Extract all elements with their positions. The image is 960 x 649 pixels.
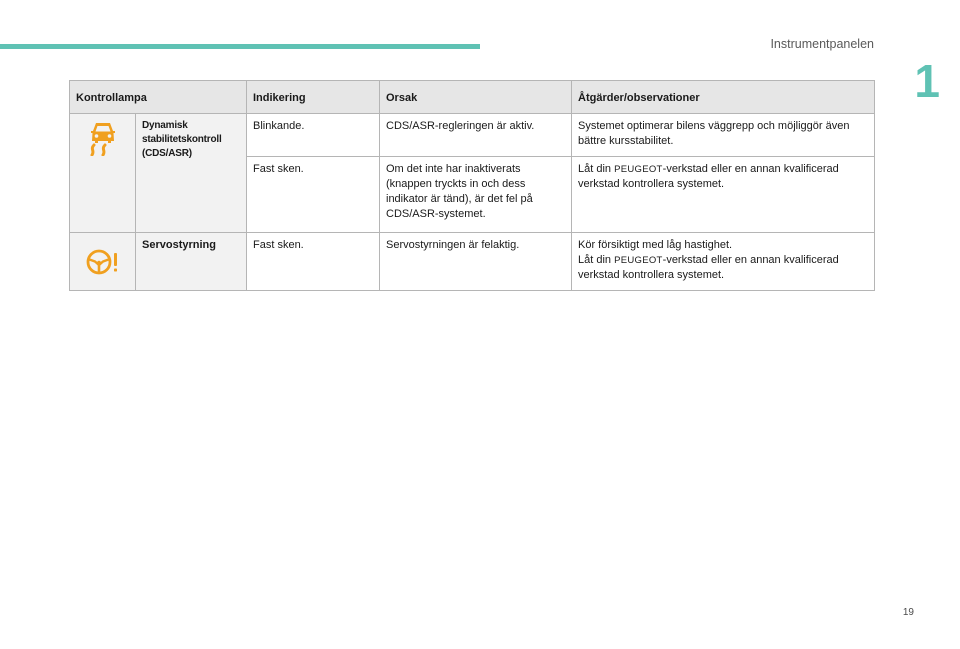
power-steering-warning-icon — [70, 248, 135, 276]
section-title: Instrumentpanelen — [770, 37, 874, 51]
warning-lamp-table — [69, 80, 875, 291]
indication-cell: Blinkande. — [247, 114, 380, 157]
header-indikering: Indikering — [247, 81, 380, 114]
stability-control-icon — [70, 120, 135, 156]
action-cell — [572, 157, 875, 233]
action-text-suffix: -verkstad eller en annan kvalificerad verkstad kontrollera systemet. — [578, 163, 839, 190]
action-text-prefix: Låt din — [578, 254, 615, 266]
page-number: 19 — [902, 607, 914, 618]
indication-cell: Fast sken. — [247, 157, 380, 233]
brand-name: PEUGEOT — [614, 164, 663, 175]
lamp-name: Servostyrning — [136, 233, 247, 291]
header-orsak: Orsak — [380, 81, 572, 114]
cause-cell: Servostyrningen är felaktig. — [380, 233, 572, 291]
action-cell — [572, 233, 875, 291]
header-atgarder: Åtgärder/observationer — [572, 81, 875, 114]
lamp-name: Dynamisk stabilitetskontroll (CDS/ASR) — [142, 120, 222, 159]
cause-cell: CDS/ASR-regleringen är aktiv. — [380, 114, 572, 157]
icon-cell — [70, 114, 136, 233]
chapter-number: 1 — [914, 55, 940, 107]
cause-cell: Om det inte har inaktiverats (knappen tryckts in och dess indikator är tänd), är det fel på CDS/ASR-systemet. — [380, 157, 572, 233]
indication-cell: Fast sken. — [247, 233, 380, 291]
lamp-name-cell — [136, 114, 247, 233]
icon-cell — [70, 233, 136, 291]
action-text-suffix: -verkstad eller en annan kvalificerad verkstad kontrollera systemet. — [578, 254, 839, 281]
action-cell: Systemet optimerar bilens väggrepp och möjliggör även bättre kursstabilitet. — [572, 114, 875, 157]
table-row — [70, 114, 875, 157]
brand-name: PEUGEOT — [614, 255, 663, 266]
header-accent-bar — [0, 44, 480, 49]
table-row — [70, 233, 875, 291]
table-header-row — [70, 81, 875, 114]
action-line: Kör försiktigt med låg hastighet. — [578, 239, 733, 251]
header-kontrollampa: Kontrollampa — [70, 81, 247, 114]
action-text-prefix: Låt din — [578, 163, 615, 175]
